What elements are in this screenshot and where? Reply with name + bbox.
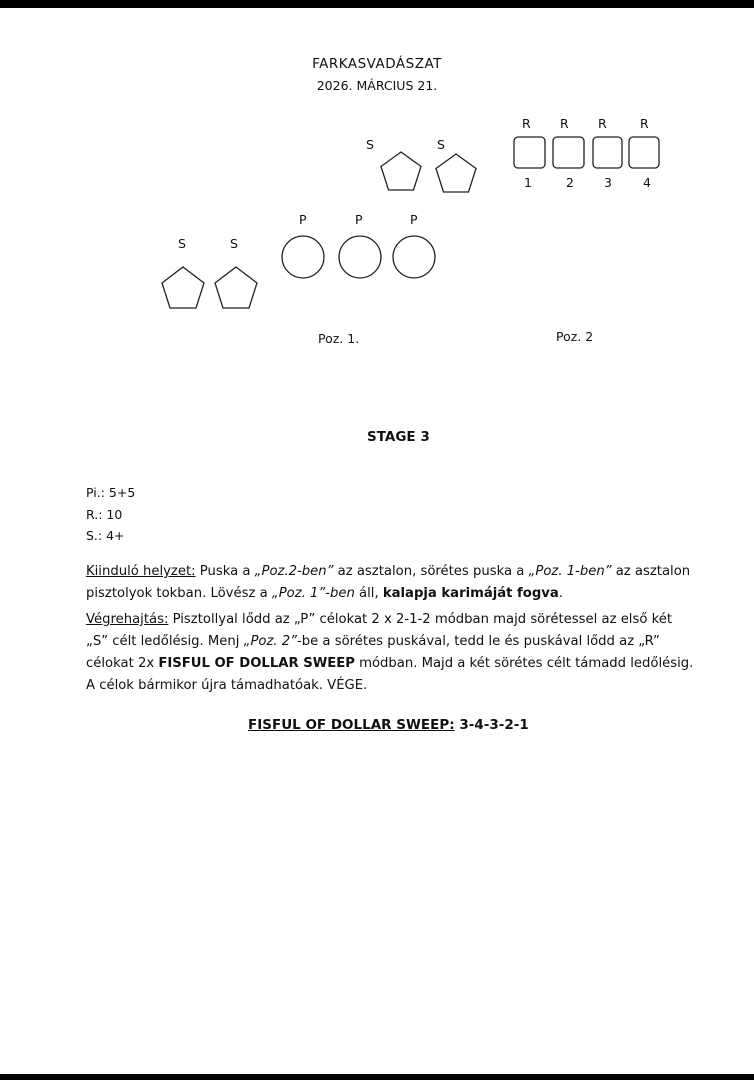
text-span: módban. Majd a két sörétes célt támadd ledőlésig. [354, 656, 694, 671]
text-span: „Poz. 1”-ben [271, 586, 355, 601]
position-1-label: Poz. 1. [318, 331, 360, 346]
procedure-line [86, 675, 726, 697]
rifle-target-square-icon [593, 137, 622, 168]
rifle-target-number: 4 [643, 175, 651, 190]
text-span: Puska a [195, 564, 255, 579]
shotgun-target-label: S [230, 236, 238, 251]
text-span: pisztolyok tokban. Lövész a [86, 586, 272, 601]
position-2-label: Poz. 2 [556, 329, 594, 344]
document-page [0, 8, 754, 1074]
procedure-paragraph [86, 609, 726, 697]
pistol-targets-circle-icons [280, 234, 440, 284]
pistol-rounds: Pi.: 5+5 [86, 485, 136, 500]
text-span: -be a sörétes puskával, tedd le és puskával lődd az „R” [297, 634, 660, 649]
text-span: az asztalon, sörétes puska a [333, 564, 529, 579]
sweep-label: FISFUL OF DOLLAR SWEEP: [248, 717, 455, 733]
procedure-line [86, 631, 726, 653]
rifle-rounds: R.: 10 [86, 507, 123, 522]
document-title: FARKASVADÁSZAT [312, 56, 442, 72]
pistol-target-label: P [355, 212, 363, 227]
text-span: Pisztollyal lődd az „P” célokat 2 x 2-1-2 módban majd sörétessel az első két [168, 612, 673, 627]
rifle-target-square-icon [514, 137, 545, 168]
shotgun-target-pentagon-icon [433, 151, 479, 197]
pistol-target-circle-icon [339, 236, 381, 278]
rifle-target-number: 3 [604, 175, 612, 190]
rifle-target-square-icon [629, 137, 659, 168]
procedure-line [86, 653, 726, 675]
pistol-target-label: P [410, 212, 418, 227]
pistol-target-label: P [299, 212, 307, 227]
stage-title: STAGE 3 [367, 429, 430, 445]
shotgun-target-label: S [437, 137, 445, 152]
rifle-target-square-icon [553, 137, 584, 168]
text-span: áll, [354, 586, 383, 601]
text-span-bold: FISFUL OF DOLLAR SWEEP [158, 656, 355, 671]
shotgun-target-label: S [366, 137, 374, 152]
starting-position-line [86, 583, 726, 605]
shotgun-target-pentagon-icon [158, 264, 208, 314]
text-span: . [558, 586, 563, 601]
text-span: „Poz. 2” [243, 634, 297, 649]
shotgun-target-pentagon-icon [378, 149, 424, 195]
sweep-definition [248, 717, 529, 733]
sweep-sequence: 3-4-3-2-1 [459, 717, 529, 733]
starting-position-line [86, 561, 726, 583]
rifle-target-label: R [560, 116, 569, 131]
text-span: „S” célt ledőlésig. Menj [86, 634, 244, 649]
rifle-target-number: 1 [524, 175, 532, 190]
text-span: A célok bármikor újra támadhatóak. VÉGE. [86, 678, 368, 693]
shotgun-target-label: S [178, 236, 186, 251]
shotgun-target-pentagon-icon [211, 264, 261, 314]
rifle-target-label: R [640, 116, 649, 131]
text-span: az asztalon [611, 564, 691, 579]
text-span: „Poz. 1-ben” [528, 564, 612, 579]
procedure-line [86, 609, 726, 631]
starting-position-label: Kiinduló helyzet: [86, 564, 196, 579]
rifle-target-label: R [598, 116, 607, 131]
text-span-bold: kalapja karimáját fogva [382, 586, 559, 601]
starting-position-paragraph [86, 561, 726, 605]
rifle-targets-square-icons [513, 136, 663, 172]
pistol-target-circle-icon [282, 236, 324, 278]
document-date: 2026. MÁRCIUS 21. [316, 78, 438, 93]
pistol-target-circle-icon [393, 236, 435, 278]
rifle-target-number: 2 [566, 175, 574, 190]
rifle-target-label: R [522, 116, 531, 131]
text-span: célokat 2x [86, 656, 159, 671]
text-span: „Poz.2-ben” [254, 564, 334, 579]
procedure-label: Végrehajtás: [86, 612, 169, 627]
shotgun-rounds: S.: 4+ [86, 528, 125, 543]
